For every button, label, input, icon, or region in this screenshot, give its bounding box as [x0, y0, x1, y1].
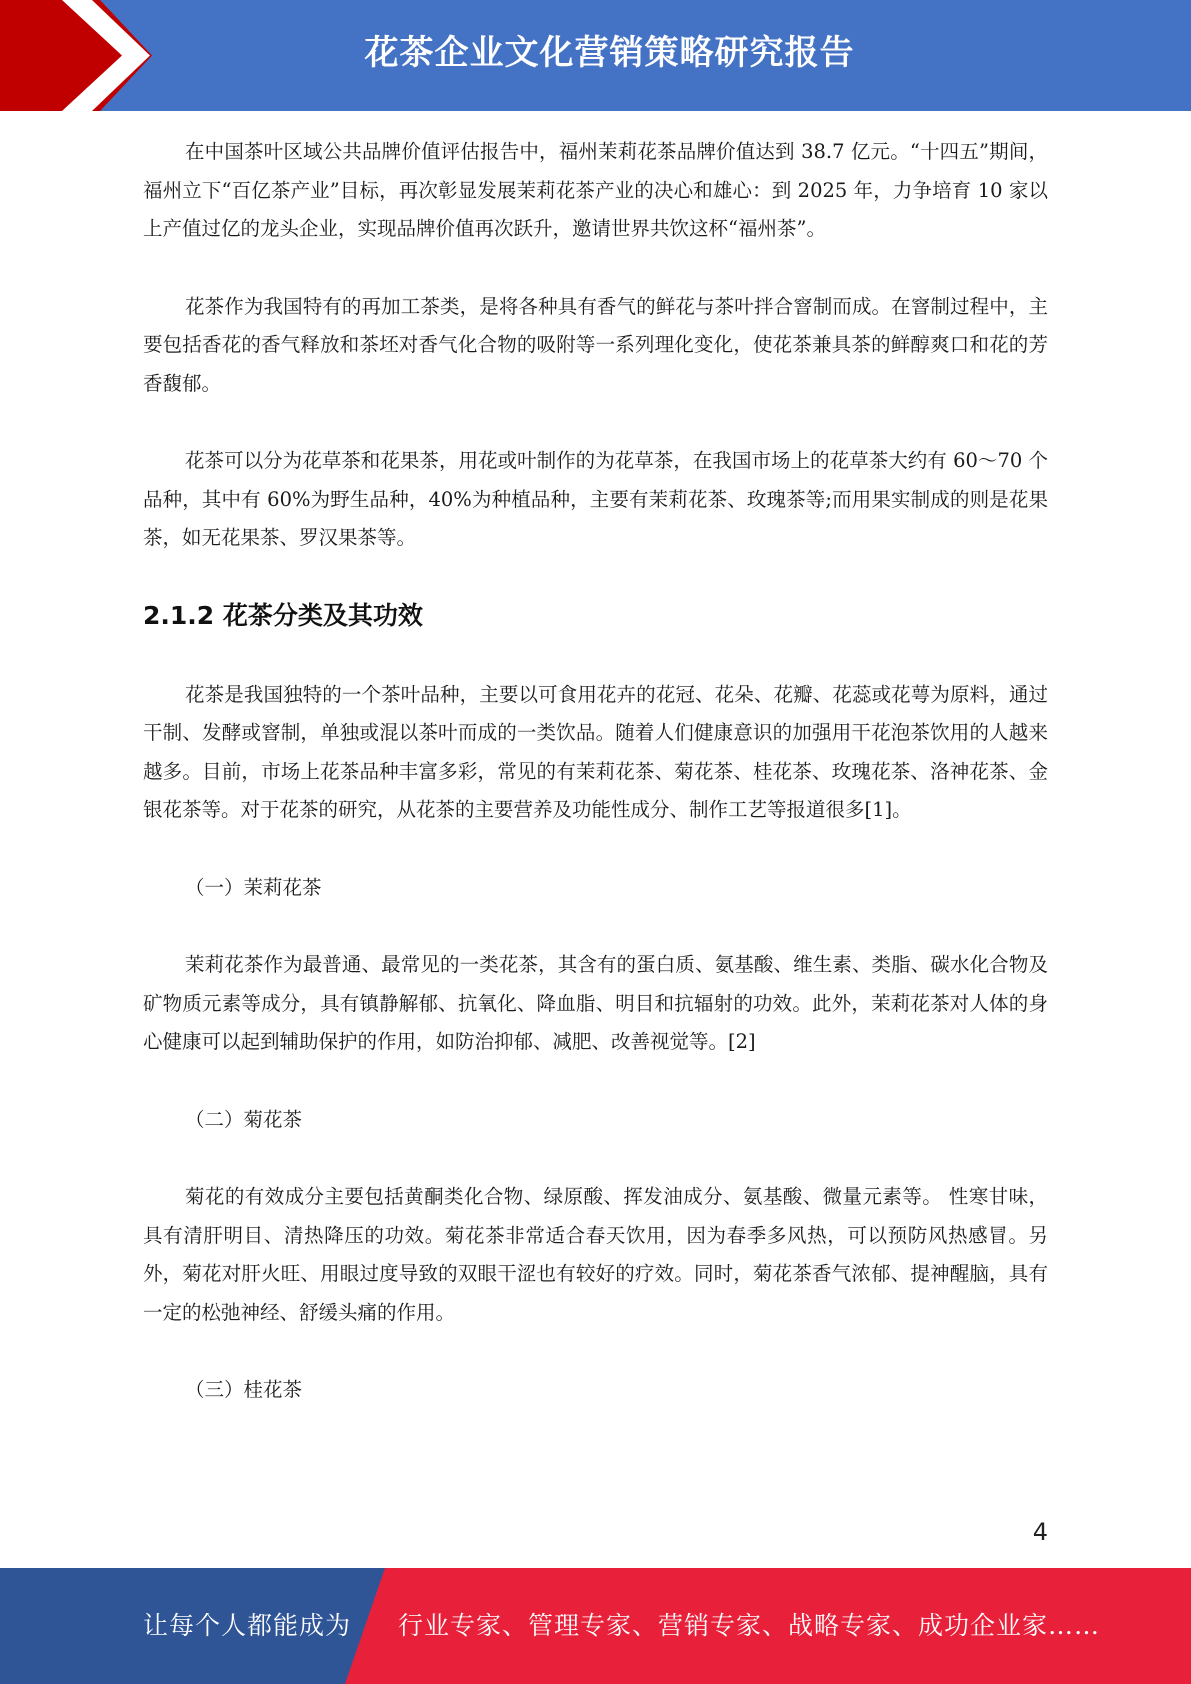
page-number: 4 [1032, 1518, 1048, 1546]
paragraph-tea-categories: 花茶可以分为花草茶和花果茶，用花或叶制作的为花草茶，在我国市场上的花草茶大约有 60～70 个品种，其中有 60%为野生品种，40%为种植品种，主要有茉莉花茶、玫瑰茶等;而用果实制成的则是花果茶，如无花果茶、罗汉果茶等。 [143, 449, 1048, 549]
page-header [0, 0, 1191, 111]
subheading-jasmine-tea: （一）茉莉花茶 [185, 875, 322, 899]
footer-slogan-right: 行业专家、管理专家、营销专家、战略专家、成功企业家…… [398, 1611, 1101, 1640]
document-title: 花茶企业文化营销策略研究报告 [364, 33, 855, 73]
section-heading: 2.1.2 花茶分类及其功效 [143, 600, 423, 630]
document-body [143, 133, 1048, 1410]
footer-slogan-left: 让每个人都能成为 [143, 1611, 352, 1640]
paragraph-classification-intro: 花茶是我国独特的一个茶叶品种，主要以可食用花卉的花冠、花朵、花瓣、花蕊或花萼为原料，通过干制、发酵或窨制，单独或混以茶叶而成的一类饮品。随着人们健康意识的加强用干花泡茶饮用的人越来越多。目前，市场上花茶品种丰富多彩，常见的有茉莉花茶、菊花茶、桂花茶、玫瑰花茶、洛神花茶、金银花茶等。对于花茶的研究，从花茶的主要营养及功能性成分、制作工艺等报道很多[1]。 [143, 682, 1048, 821]
paragraph-brand-value: 在中国茶叶区域公共品牌价值评估报告中，福州茉莉花茶品牌价值达到 38.7 亿元。“十四五”期间，福州立下“百亿茶产业”目标，再次彰显发展茉莉花茶产业的决心和雄心：到 2025 年，力争培育 10 家以上产值过亿的龙头企业，实现品牌价值再次跃升，邀请世界共饮这杯“福州茶”。 [143, 140, 1048, 240]
subheading-osmanthus-tea: （三）桂花茶 [185, 1378, 303, 1401]
subheading-chrysanthemum-tea: （二）菊花茶 [185, 1107, 303, 1131]
page-footer [0, 1568, 1191, 1684]
paragraph-scented-tea-definition: 花茶作为我国特有的再加工茶类，是将各种具有香气的鲜花与茶叶拌合窨制而成。在窨制过程中，主要包括香花的香气释放和茶坯对香气化合物的吸附等一系列理化变化，使花茶兼具茶的鲜醇爽口和花的芳香馥郁。 [143, 294, 1048, 395]
paragraph-chrysanthemum-tea: 菊花的有效成分主要包括黄酮类化合物、绿原酸、挥发油成分、氨基酸、微量元素等。 性寒甘味，具有清肝明目、清热降压的功效。菊花茶非常适合春天饮用，因为春季多风热，可以预防风热感冒。另外，菊花对肝火旺、用眼过度导致的双眼干涩也有较好的疗效。同时，菊花茶香气浓郁、提神醒脑，具有一定的松弛神经、舒缓头痛的作用。 [143, 1185, 1048, 1324]
paragraph-jasmine-tea: 茉莉花茶作为最普通、最常见的一类花茶，其含有的蛋白质、氨基酸、维生素、类脂、碳水化合物及矿物质元素等成分，具有镇静解郁、抗氧化、降血脂、明目和抗辐射的功效。此外，茉莉花茶对人体的身心健康可以起到辅助保护的作用，如防治抑郁、减肥、改善视觉等。[2] [143, 953, 1048, 1053]
